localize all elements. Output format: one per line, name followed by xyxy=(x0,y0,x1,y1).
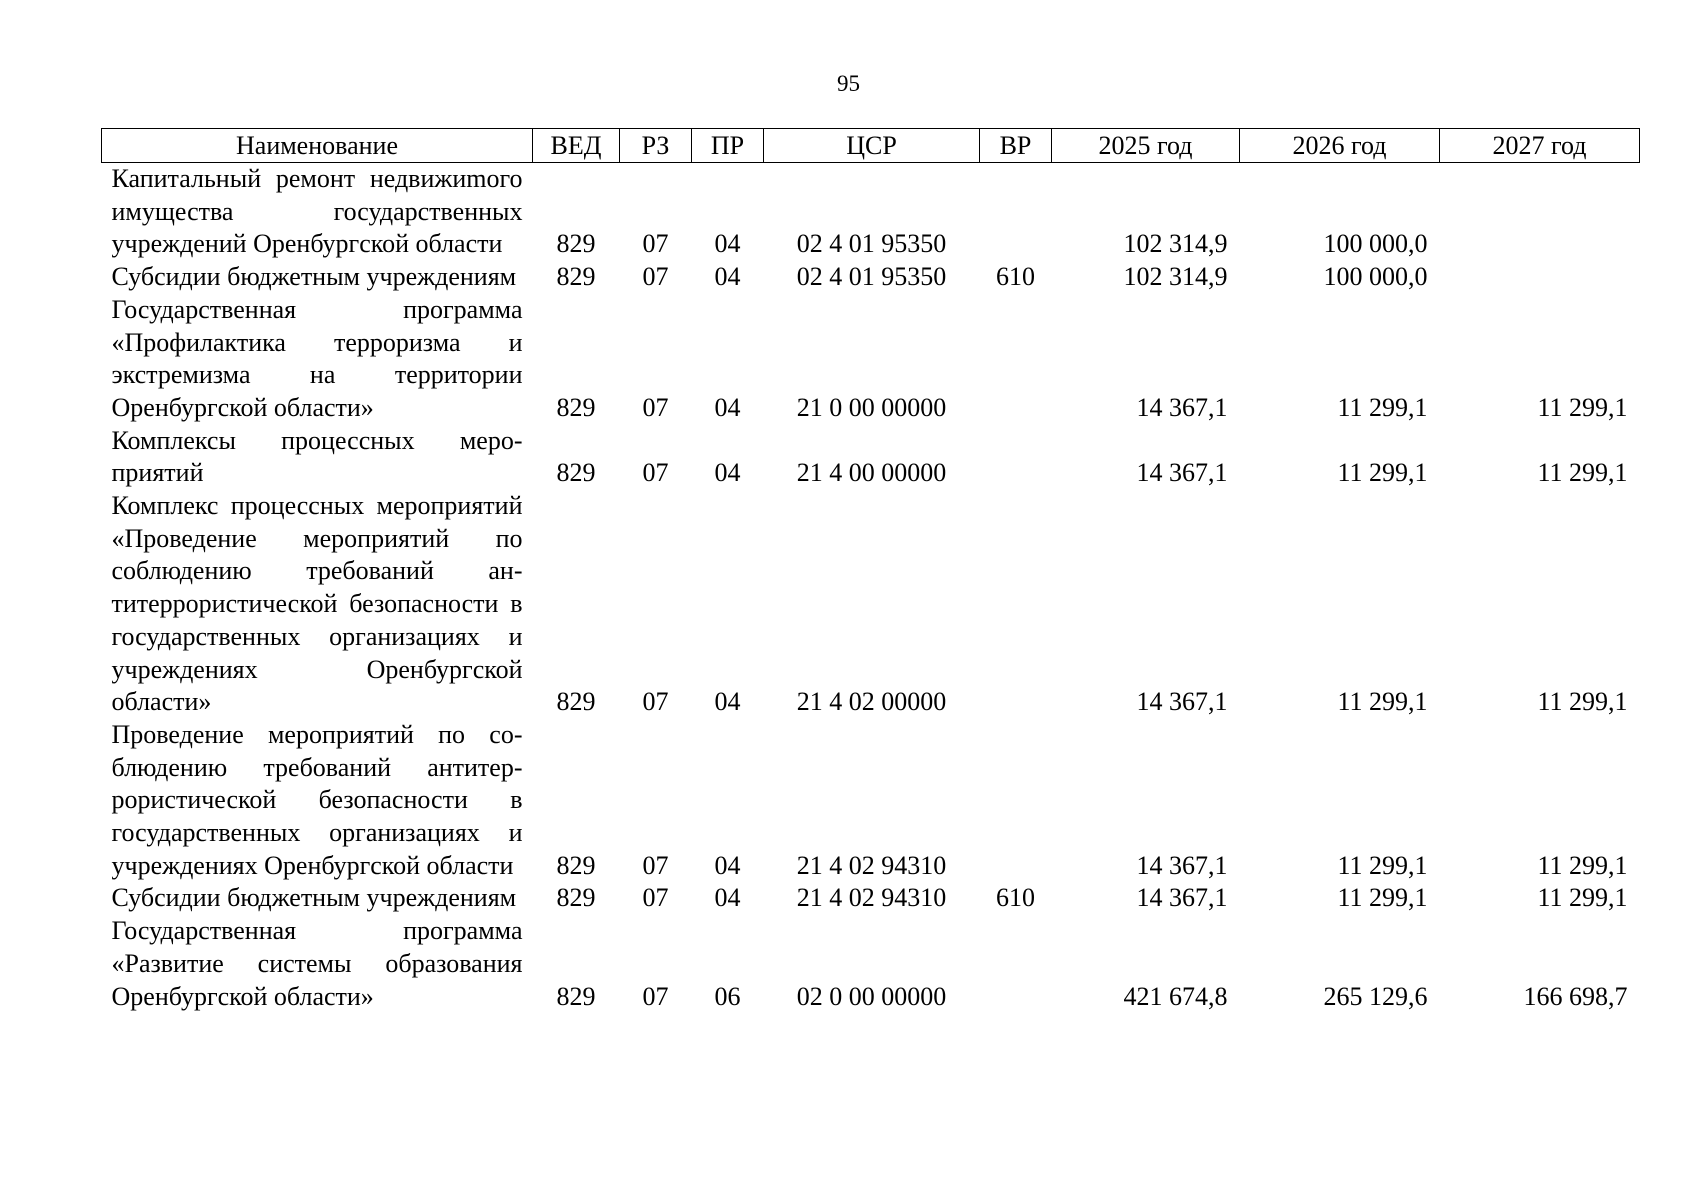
header-ved: ВЕД xyxy=(533,129,620,163)
cell-rz: 07 xyxy=(642,392,669,422)
cell-rz: 07 xyxy=(642,458,669,488)
header-vr: ВР xyxy=(980,129,1052,163)
cell-vr: 610 xyxy=(996,262,1035,292)
cell-ved: 829 xyxy=(556,458,596,488)
cell-name: Субсидии бюджетным учреждениям xyxy=(111,883,517,913)
cell-2026: 11 299,1 xyxy=(1337,392,1428,422)
cell-vr xyxy=(980,163,1052,262)
cell-rz: 07 xyxy=(642,687,669,717)
cell-pr: 04 xyxy=(714,883,741,913)
table-row xyxy=(102,425,1640,490)
cell-name: Государственная программа «Развитие системы образования Оренбургской области» xyxy=(111,916,523,1011)
cell-csr: 21 4 02 00000 xyxy=(796,687,947,717)
table-row xyxy=(102,261,1640,294)
header-pr: ПР xyxy=(692,129,764,163)
header-csr: ЦСР xyxy=(764,129,980,163)
table-row xyxy=(102,915,1640,1013)
header-name: Наименование xyxy=(102,129,533,163)
table-row xyxy=(102,163,1640,262)
cell-2027 xyxy=(1440,163,1640,262)
cell-pr: 04 xyxy=(714,687,741,717)
cell-2026: 100 000,0 xyxy=(1323,262,1428,292)
cell-2027: 11 299,1 xyxy=(1537,392,1628,422)
cell-ved: 829 xyxy=(556,262,596,292)
header-2025: 2025 год xyxy=(1052,129,1240,163)
cell-2025: 14 367,1 xyxy=(1136,458,1228,488)
table-row xyxy=(102,294,1640,425)
cell-vr: 610 xyxy=(996,883,1035,913)
cell-pr: 04 xyxy=(714,262,741,292)
cell-2027: 11 299,1 xyxy=(1537,458,1628,488)
header-row xyxy=(102,129,1640,163)
cell-2025: 14 367,1 xyxy=(1136,392,1228,422)
cell-2027: 166 698,7 xyxy=(1523,981,1628,1011)
cell-ved: 829 xyxy=(556,392,596,422)
cell-ved: 829 xyxy=(556,981,596,1011)
cell-csr: 21 4 02 94310 xyxy=(796,883,947,913)
cell-2027: 11 299,1 xyxy=(1537,883,1628,913)
header-2027: 2027 год xyxy=(1440,129,1640,163)
cell-name: Капитальный ремонт недвижиmого имущества государственных учреждений Оренбургской области xyxy=(111,164,523,259)
cell-name: Государственная программа «Профилактика терроризма и экстремизма на территории Оренбургской области» xyxy=(111,294,523,422)
cell-csr: 02 4 01 95350 xyxy=(796,229,947,259)
cell-vr xyxy=(980,719,1052,883)
cell-pr: 06 xyxy=(714,981,741,1011)
cell-vr xyxy=(980,490,1052,719)
cell-2025: 102 314,9 xyxy=(1123,262,1228,292)
table-row xyxy=(102,719,1640,883)
cell-2025: 14 367,1 xyxy=(1136,883,1228,913)
cell-2027 xyxy=(1440,261,1640,294)
cell-ved: 829 xyxy=(556,883,596,913)
cell-rz: 07 xyxy=(642,883,669,913)
cell-csr: 02 4 01 95350 xyxy=(796,262,947,292)
cell-ved: 829 xyxy=(556,229,596,259)
cell-rz: 07 xyxy=(642,981,669,1011)
table-row xyxy=(102,490,1640,719)
cell-ved: 829 xyxy=(556,687,596,717)
cell-2025: 102 314,9 xyxy=(1123,229,1228,259)
cell-vr xyxy=(980,425,1052,490)
table-row xyxy=(102,882,1640,915)
cell-pr: 04 xyxy=(714,458,741,488)
table-body xyxy=(102,163,1640,1014)
cell-2026: 265 129,6 xyxy=(1323,981,1428,1011)
cell-pr: 04 xyxy=(714,392,741,422)
cell-pr: 04 xyxy=(714,229,741,259)
cell-2026: 11 299,1 xyxy=(1337,458,1428,488)
header-2026: 2026 год xyxy=(1240,129,1440,163)
cell-2026: 11 299,1 xyxy=(1337,850,1428,880)
cell-vr xyxy=(980,915,1052,1013)
cell-vr xyxy=(980,294,1052,425)
header-rz: РЗ xyxy=(620,129,692,163)
cell-2026: 11 299,1 xyxy=(1337,883,1428,913)
cell-csr: 21 0 00 00000 xyxy=(796,392,947,422)
cell-2025: 14 367,1 xyxy=(1136,687,1228,717)
cell-2026: 100 000,0 xyxy=(1323,229,1428,259)
cell-2025: 421 674,8 xyxy=(1123,981,1228,1011)
cell-csr: 02 0 00 00000 xyxy=(796,981,947,1011)
cell-ved: 829 xyxy=(556,850,596,880)
cell-pr: 04 xyxy=(714,850,741,880)
cell-2026: 11 299,1 xyxy=(1337,687,1428,717)
cell-name: Субсидии бюджетным учреждениям xyxy=(111,262,517,292)
budget-table xyxy=(101,128,1640,1013)
cell-2025: 14 367,1 xyxy=(1136,850,1228,880)
cell-name: Проведение мероприятий по соблюдению требований антитеррористической безопасности в государственных организациях и учреждениях Оренбургской области xyxy=(111,719,523,880)
cell-2027: 11 299,1 xyxy=(1537,687,1628,717)
cell-csr: 21 4 02 94310 xyxy=(796,850,947,880)
cell-rz: 07 xyxy=(642,850,669,880)
cell-name: Комплексы процессных мероприятий xyxy=(111,425,523,488)
page-number: 95 xyxy=(837,71,860,96)
cell-rz: 07 xyxy=(642,229,669,259)
cell-2027: 11 299,1 xyxy=(1537,850,1628,880)
cell-csr: 21 4 00 00000 xyxy=(796,458,947,488)
cell-rz: 07 xyxy=(642,262,669,292)
cell-name: Комплекс процессных мероприятий «Проведение мероприятий по соблюдению требований антитеррористической безопасности в государственных организациях и учреждениях Оренбургской области» xyxy=(111,491,523,717)
